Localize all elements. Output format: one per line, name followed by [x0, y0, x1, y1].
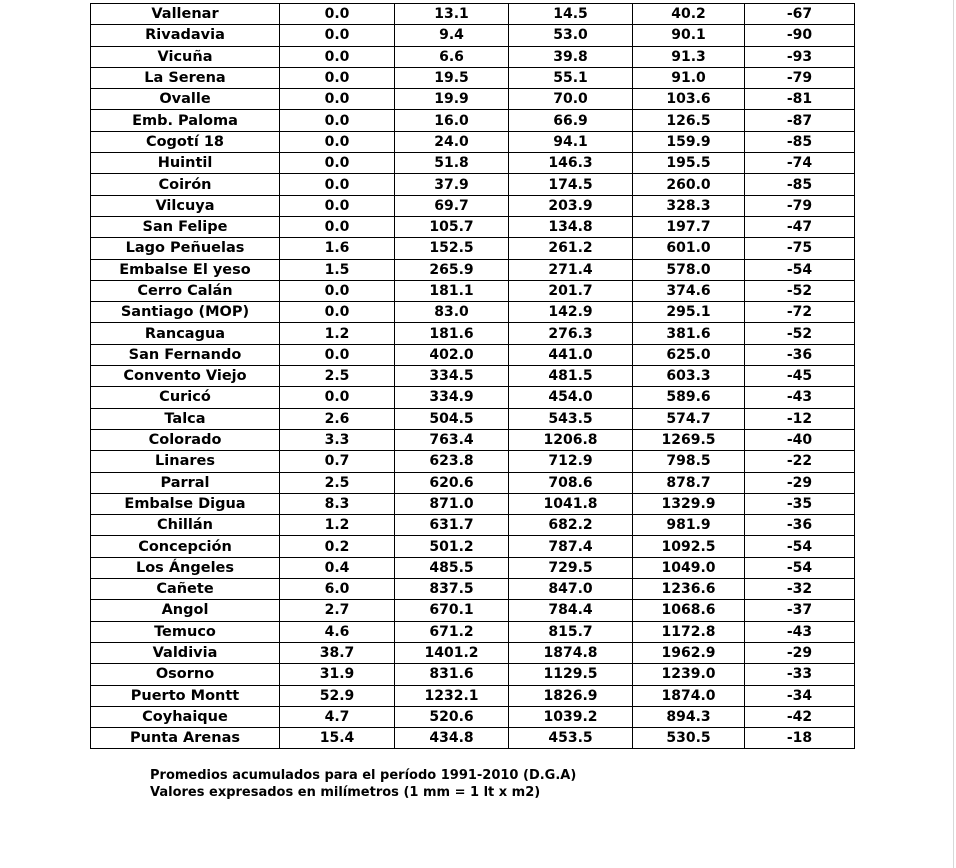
value-cell-3: 146.3 — [509, 153, 633, 174]
station-cell: Vicuña — [91, 46, 280, 67]
station-cell: Lago Peñuelas — [91, 238, 280, 259]
value-cell-4: 878.7 — [633, 472, 745, 493]
value-cell-1: 2.6 — [280, 408, 395, 429]
value-cell-2: 105.7 — [395, 216, 509, 237]
value-cell-2: 831.6 — [395, 664, 509, 685]
value-cell-3: 203.9 — [509, 195, 633, 216]
value-cell-2: 485.5 — [395, 557, 509, 578]
value-cell-5: -34 — [745, 685, 855, 706]
table-row — [91, 685, 855, 706]
value-cell-3: 55.1 — [509, 67, 633, 88]
value-cell-3: 174.5 — [509, 174, 633, 195]
value-cell-3: 712.9 — [509, 451, 633, 472]
value-cell-2: 1232.1 — [395, 685, 509, 706]
table-row — [91, 46, 855, 67]
value-cell-2: 13.1 — [395, 4, 509, 25]
table-row — [91, 216, 855, 237]
value-cell-3: 142.9 — [509, 302, 633, 323]
value-cell-3: 1129.5 — [509, 664, 633, 685]
table-row — [91, 195, 855, 216]
value-cell-5: -54 — [745, 259, 855, 280]
station-cell: Vilcuya — [91, 195, 280, 216]
page-edge — [953, 0, 954, 868]
table-row — [91, 536, 855, 557]
value-cell-1: 0.0 — [280, 216, 395, 237]
station-cell: Huintil — [91, 153, 280, 174]
station-cell: Parral — [91, 472, 280, 493]
value-cell-2: 181.6 — [395, 323, 509, 344]
value-cell-3: 847.0 — [509, 579, 633, 600]
value-cell-4: 1874.0 — [633, 685, 745, 706]
value-cell-4: 1172.8 — [633, 621, 745, 642]
value-cell-2: 434.8 — [395, 728, 509, 749]
value-cell-2: 6.6 — [395, 46, 509, 67]
value-cell-2: 623.8 — [395, 451, 509, 472]
value-cell-1: 31.9 — [280, 664, 395, 685]
value-cell-3: 787.4 — [509, 536, 633, 557]
value-cell-5: -85 — [745, 174, 855, 195]
table-row — [91, 280, 855, 301]
value-cell-4: 798.5 — [633, 451, 745, 472]
value-cell-4: 374.6 — [633, 280, 745, 301]
table-row — [91, 664, 855, 685]
station-cell: Rivadavia — [91, 25, 280, 46]
value-cell-5: -79 — [745, 195, 855, 216]
station-cell: San Fernando — [91, 344, 280, 365]
value-cell-2: 671.2 — [395, 621, 509, 642]
station-cell: Temuco — [91, 621, 280, 642]
value-cell-1: 0.0 — [280, 67, 395, 88]
value-cell-1: 0.0 — [280, 4, 395, 25]
table-row — [91, 110, 855, 131]
value-cell-4: 195.5 — [633, 153, 745, 174]
value-cell-5: -72 — [745, 302, 855, 323]
value-cell-3: 39.8 — [509, 46, 633, 67]
value-cell-3: 66.9 — [509, 110, 633, 131]
station-cell: Embalse El yeso — [91, 259, 280, 280]
value-cell-1: 38.7 — [280, 642, 395, 663]
value-cell-4: 530.5 — [633, 728, 745, 749]
value-cell-2: 871.0 — [395, 493, 509, 514]
value-cell-5: -81 — [745, 89, 855, 110]
value-cell-2: 402.0 — [395, 344, 509, 365]
value-cell-5: -18 — [745, 728, 855, 749]
value-cell-5: -36 — [745, 515, 855, 536]
note-period: Promedios acumulados para el período 1991-2010 (D.G.A) — [150, 768, 577, 783]
station-cell: San Felipe — [91, 216, 280, 237]
value-cell-3: 454.0 — [509, 387, 633, 408]
value-cell-3: 682.2 — [509, 515, 633, 536]
table-row — [91, 472, 855, 493]
value-cell-5: -12 — [745, 408, 855, 429]
value-cell-3: 261.2 — [509, 238, 633, 259]
value-cell-1: 0.2 — [280, 536, 395, 557]
value-cell-2: 69.7 — [395, 195, 509, 216]
station-cell: Concepción — [91, 536, 280, 557]
value-cell-1: 0.0 — [280, 344, 395, 365]
value-cell-3: 271.4 — [509, 259, 633, 280]
value-cell-3: 441.0 — [509, 344, 633, 365]
value-cell-4: 40.2 — [633, 4, 745, 25]
station-cell: Puerto Montt — [91, 685, 280, 706]
station-cell: Coyhaique — [91, 706, 280, 727]
value-cell-5: -43 — [745, 621, 855, 642]
value-cell-5: -54 — [745, 557, 855, 578]
value-cell-5: -52 — [745, 323, 855, 344]
value-cell-4: 260.0 — [633, 174, 745, 195]
value-cell-5: -22 — [745, 451, 855, 472]
station-cell: La Serena — [91, 67, 280, 88]
value-cell-3: 53.0 — [509, 25, 633, 46]
value-cell-4: 295.1 — [633, 302, 745, 323]
value-cell-3: 1826.9 — [509, 685, 633, 706]
station-cell: Coirón — [91, 174, 280, 195]
precipitation-table — [90, 3, 855, 749]
station-cell: Punta Arenas — [91, 728, 280, 749]
value-cell-2: 152.5 — [395, 238, 509, 259]
value-cell-5: -35 — [745, 493, 855, 514]
station-cell: Angol — [91, 600, 280, 621]
table-row — [91, 557, 855, 578]
value-cell-4: 1962.9 — [633, 642, 745, 663]
value-cell-5: -74 — [745, 153, 855, 174]
table-row — [91, 451, 855, 472]
value-cell-4: 91.3 — [633, 46, 745, 67]
value-cell-3: 815.7 — [509, 621, 633, 642]
table-row — [91, 706, 855, 727]
value-cell-2: 9.4 — [395, 25, 509, 46]
table-row — [91, 153, 855, 174]
station-cell: Colorado — [91, 429, 280, 450]
value-cell-4: 1329.9 — [633, 493, 745, 514]
value-cell-3: 70.0 — [509, 89, 633, 110]
table-row — [91, 408, 855, 429]
station-cell: Los Ángeles — [91, 557, 280, 578]
value-cell-1: 0.7 — [280, 451, 395, 472]
value-cell-1: 0.0 — [280, 46, 395, 67]
table-row — [91, 579, 855, 600]
station-cell: Ovalle — [91, 89, 280, 110]
value-cell-3: 94.1 — [509, 131, 633, 152]
value-cell-1: 0.0 — [280, 25, 395, 46]
table-row — [91, 323, 855, 344]
value-cell-2: 631.7 — [395, 515, 509, 536]
station-cell: Cañete — [91, 579, 280, 600]
table-notes — [150, 767, 576, 801]
value-cell-1: 0.0 — [280, 174, 395, 195]
value-cell-2: 501.2 — [395, 536, 509, 557]
station-cell: Osorno — [91, 664, 280, 685]
value-cell-1: 4.7 — [280, 706, 395, 727]
value-cell-4: 574.7 — [633, 408, 745, 429]
value-cell-1: 1.2 — [280, 515, 395, 536]
table-row — [91, 174, 855, 195]
value-cell-4: 1068.6 — [633, 600, 745, 621]
table-row — [91, 302, 855, 323]
value-cell-2: 334.9 — [395, 387, 509, 408]
value-cell-1: 3.3 — [280, 429, 395, 450]
value-cell-4: 625.0 — [633, 344, 745, 365]
value-cell-1: 15.4 — [280, 728, 395, 749]
table-row — [91, 131, 855, 152]
value-cell-5: -87 — [745, 110, 855, 131]
value-cell-2: 334.5 — [395, 366, 509, 387]
value-cell-5: -32 — [745, 579, 855, 600]
value-cell-4: 1236.6 — [633, 579, 745, 600]
value-cell-3: 1874.8 — [509, 642, 633, 663]
station-cell: Curicó — [91, 387, 280, 408]
value-cell-4: 578.0 — [633, 259, 745, 280]
value-cell-2: 83.0 — [395, 302, 509, 323]
station-cell: Rancagua — [91, 323, 280, 344]
station-cell: Linares — [91, 451, 280, 472]
station-cell: Embalse Digua — [91, 493, 280, 514]
value-cell-5: -42 — [745, 706, 855, 727]
value-cell-1: 2.5 — [280, 366, 395, 387]
value-cell-3: 729.5 — [509, 557, 633, 578]
note-units: Valores expresados en milímetros (1 mm = 1 lt x m2) — [150, 785, 541, 800]
value-cell-1: 0.0 — [280, 89, 395, 110]
value-cell-1: 0.0 — [280, 195, 395, 216]
value-cell-4: 126.5 — [633, 110, 745, 131]
value-cell-3: 543.5 — [509, 408, 633, 429]
station-cell: Cerro Calán — [91, 280, 280, 301]
value-cell-1: 6.0 — [280, 579, 395, 600]
station-cell: Santiago (MOP) — [91, 302, 280, 323]
table-row — [91, 429, 855, 450]
value-cell-5: -79 — [745, 67, 855, 88]
value-cell-4: 328.3 — [633, 195, 745, 216]
value-cell-4: 1269.5 — [633, 429, 745, 450]
value-cell-2: 16.0 — [395, 110, 509, 131]
value-cell-4: 1049.0 — [633, 557, 745, 578]
value-cell-3: 276.3 — [509, 323, 633, 344]
station-cell: Valdivia — [91, 642, 280, 663]
value-cell-3: 708.6 — [509, 472, 633, 493]
value-cell-4: 603.3 — [633, 366, 745, 387]
value-cell-1: 0.0 — [280, 387, 395, 408]
value-cell-2: 670.1 — [395, 600, 509, 621]
table-body — [91, 4, 855, 749]
table-row — [91, 344, 855, 365]
value-cell-2: 520.6 — [395, 706, 509, 727]
value-cell-3: 453.5 — [509, 728, 633, 749]
station-cell: Chillán — [91, 515, 280, 536]
value-cell-5: -67 — [745, 4, 855, 25]
value-cell-2: 19.9 — [395, 89, 509, 110]
value-cell-5: -37 — [745, 600, 855, 621]
value-cell-4: 589.6 — [633, 387, 745, 408]
value-cell-1: 2.5 — [280, 472, 395, 493]
value-cell-2: 504.5 — [395, 408, 509, 429]
value-cell-4: 90.1 — [633, 25, 745, 46]
station-cell: Vallenar — [91, 4, 280, 25]
table-row — [91, 621, 855, 642]
value-cell-5: -40 — [745, 429, 855, 450]
table-row — [91, 493, 855, 514]
value-cell-4: 381.6 — [633, 323, 745, 344]
value-cell-5: -90 — [745, 25, 855, 46]
value-cell-1: 0.0 — [280, 280, 395, 301]
table-row — [91, 600, 855, 621]
value-cell-2: 265.9 — [395, 259, 509, 280]
value-cell-1: 8.3 — [280, 493, 395, 514]
value-cell-1: 2.7 — [280, 600, 395, 621]
value-cell-3: 784.4 — [509, 600, 633, 621]
value-cell-4: 894.3 — [633, 706, 745, 727]
value-cell-5: -43 — [745, 387, 855, 408]
value-cell-3: 1206.8 — [509, 429, 633, 450]
table-row — [91, 67, 855, 88]
value-cell-3: 201.7 — [509, 280, 633, 301]
value-cell-5: -47 — [745, 216, 855, 237]
value-cell-2: 37.9 — [395, 174, 509, 195]
value-cell-3: 14.5 — [509, 4, 633, 25]
value-cell-3: 481.5 — [509, 366, 633, 387]
value-cell-3: 1041.8 — [509, 493, 633, 514]
value-cell-5: -33 — [745, 664, 855, 685]
value-cell-3: 1039.2 — [509, 706, 633, 727]
value-cell-1: 52.9 — [280, 685, 395, 706]
station-cell: Cogotí 18 — [91, 131, 280, 152]
value-cell-2: 19.5 — [395, 67, 509, 88]
value-cell-5: -54 — [745, 536, 855, 557]
value-cell-5: -52 — [745, 280, 855, 301]
value-cell-5: -93 — [745, 46, 855, 67]
value-cell-4: 91.0 — [633, 67, 745, 88]
value-cell-4: 981.9 — [633, 515, 745, 536]
value-cell-2: 51.8 — [395, 153, 509, 174]
value-cell-1: 4.6 — [280, 621, 395, 642]
value-cell-4: 159.9 — [633, 131, 745, 152]
table-row — [91, 515, 855, 536]
value-cell-5: -45 — [745, 366, 855, 387]
table-row — [91, 89, 855, 110]
value-cell-1: 0.0 — [280, 153, 395, 174]
value-cell-2: 24.0 — [395, 131, 509, 152]
value-cell-1: 0.0 — [280, 110, 395, 131]
table-row — [91, 642, 855, 663]
station-cell: Emb. Paloma — [91, 110, 280, 131]
value-cell-2: 620.6 — [395, 472, 509, 493]
table-row — [91, 238, 855, 259]
value-cell-5: -75 — [745, 238, 855, 259]
table-row — [91, 259, 855, 280]
value-cell-2: 837.5 — [395, 579, 509, 600]
table-row — [91, 387, 855, 408]
value-cell-3: 134.8 — [509, 216, 633, 237]
value-cell-1: 0.0 — [280, 302, 395, 323]
value-cell-5: -29 — [745, 472, 855, 493]
value-cell-5: -29 — [745, 642, 855, 663]
value-cell-2: 181.1 — [395, 280, 509, 301]
value-cell-5: -36 — [745, 344, 855, 365]
table-row — [91, 366, 855, 387]
table-row — [91, 4, 855, 25]
station-cell: Convento Viejo — [91, 366, 280, 387]
value-cell-2: 1401.2 — [395, 642, 509, 663]
value-cell-1: 1.5 — [280, 259, 395, 280]
value-cell-1: 1.2 — [280, 323, 395, 344]
value-cell-1: 1.6 — [280, 238, 395, 259]
table-row — [91, 25, 855, 46]
table-row — [91, 728, 855, 749]
value-cell-2: 763.4 — [395, 429, 509, 450]
value-cell-5: -85 — [745, 131, 855, 152]
value-cell-4: 601.0 — [633, 238, 745, 259]
value-cell-4: 1239.0 — [633, 664, 745, 685]
value-cell-4: 103.6 — [633, 89, 745, 110]
value-cell-4: 197.7 — [633, 216, 745, 237]
value-cell-4: 1092.5 — [633, 536, 745, 557]
value-cell-1: 0.4 — [280, 557, 395, 578]
value-cell-1: 0.0 — [280, 131, 395, 152]
station-cell: Talca — [91, 408, 280, 429]
